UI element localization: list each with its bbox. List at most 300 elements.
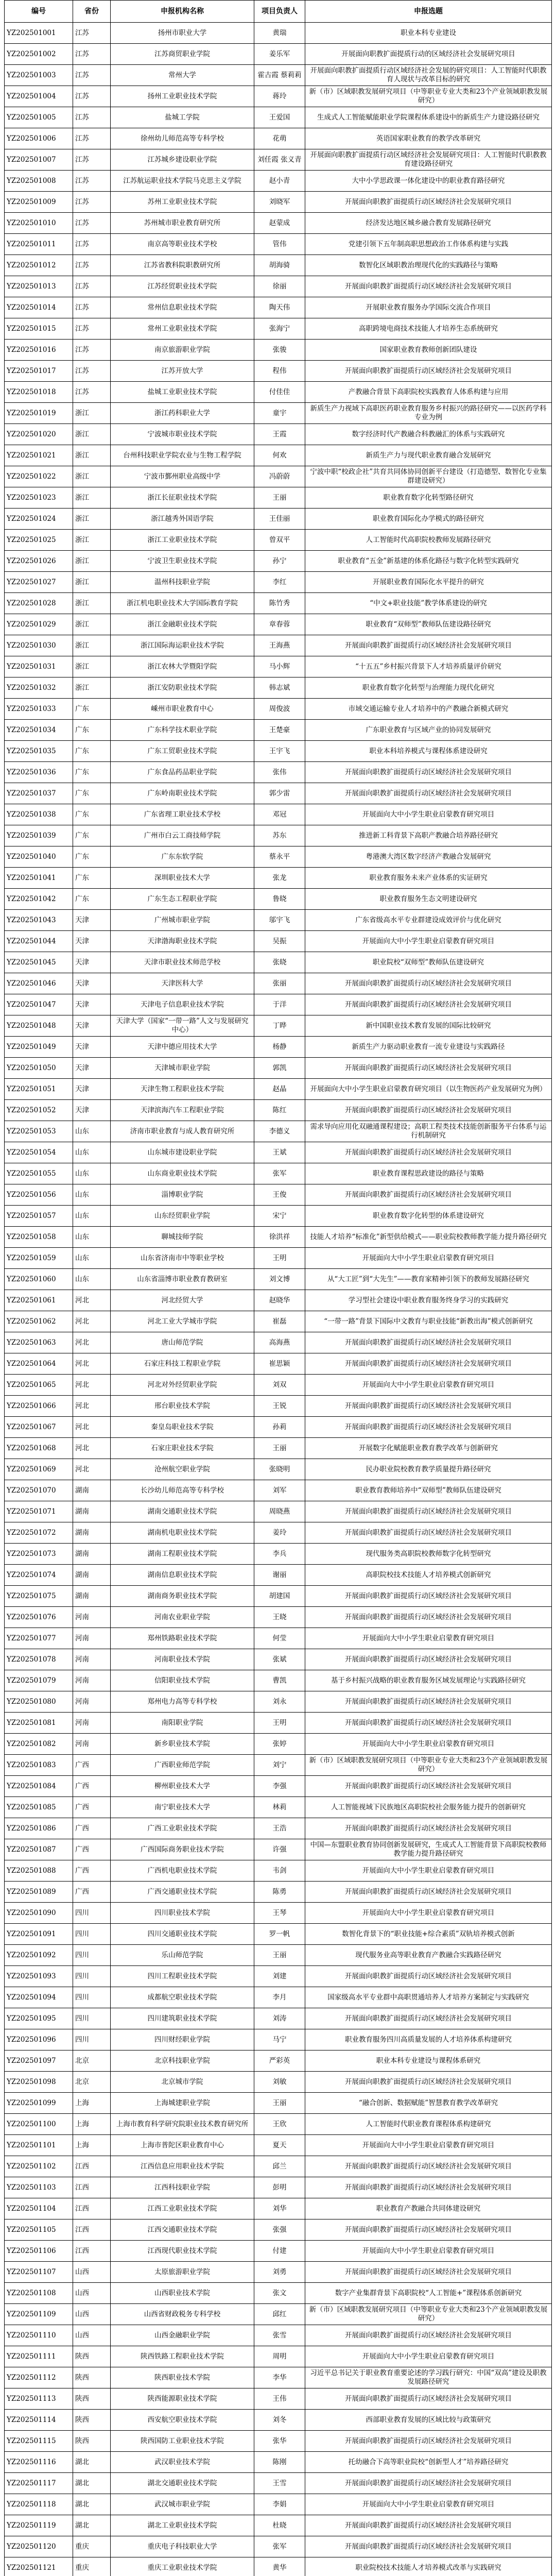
cell-code: YZ202501119 [5,2515,73,2536]
cell-organization: 江西科技职业学院 [111,2177,254,2198]
cell-topic: 开展面向职教扩面提质行动区域经济社会发展研究项目 [305,1184,552,1206]
cell-code: YZ202501057 [5,1206,73,1227]
cell-leader: 胡建国 [254,1586,305,1607]
cell-leader: 花萌 [254,128,305,149]
cell-province: 山东 [73,1269,111,1290]
cell-leader: 付建 [254,2241,305,2262]
cell-code: YZ202501040 [5,846,73,868]
cell-topic: 开展面向大中小学生职业启蒙教育研究项目 [305,2135,552,2156]
cell-code: YZ202501080 [5,1691,73,1713]
cell-organization: 北京城市学院 [111,2072,254,2093]
cell-topic: 产教融合背景下高职院校实践教育人体系构建与应用 [305,382,552,403]
cell-topic: 广东省级高水平专业群建设成效评价与优化研究 [305,910,552,931]
cell-province: 浙江 [73,593,111,614]
cell-province: 广西 [73,1882,111,1903]
cell-province: 湖北 [73,2452,111,2473]
cell-province: 浙江 [73,424,111,445]
cell-organization: 陕西国防工业职业技术学院 [111,2431,254,2452]
cell-topic: “中文+职业技能”教学体系建设的研究 [305,593,552,614]
cell-code: YZ202501096 [5,2029,73,2050]
cell-code: YZ202501121 [5,2557,73,2576]
cell-code: YZ202501060 [5,1269,73,1290]
cell-topic: 开展面向职教扩面提质行动区域经济社会发展研究项目 [305,2177,552,2198]
cell-organization: 浙江安防职业技术学院 [111,677,254,699]
cell-province: 江西 [73,2219,111,2241]
cell-topic: 职业院校技术技能人才培养模式改革与实践研究 [305,2557,552,2576]
cell-topic: 开展面向大中小学生职业启蒙教育研究项目 [305,931,552,952]
cell-organization: 江苏商贸职业学院 [111,44,254,65]
cell-province: 四川 [73,1924,111,1945]
cell-topic: 开展面向职教扩面提质行动区域经济社会发展研究项目 [305,1713,552,1734]
header-topic: 申报选题 [305,1,552,23]
cell-province: 河北 [73,1332,111,1353]
cell-topic: 新（市）区域职教发展研究项目（中等职业专业大类和23个产业领域职教发展研究） [305,2304,552,2325]
table-row [5,1206,552,1227]
cell-code: YZ202501111 [5,2346,73,2367]
table-row [5,466,552,487]
table-row [5,1480,552,1501]
cell-organization: 陕西职业技术学院 [111,2367,254,2388]
cell-organization: 天津生物工程职业技术学院 [111,1079,254,1100]
table-row [5,2494,552,2515]
cell-code: YZ202501078 [5,1649,73,1670]
table-row [5,2283,552,2304]
cell-leader: 刘涛 [254,2008,305,2029]
table-row [5,2346,552,2367]
cell-code: YZ202501061 [5,1290,73,1311]
cell-code: YZ202501033 [5,699,73,720]
cell-province: 广东 [73,868,111,889]
cell-leader: 陶天伟 [254,297,305,318]
cell-province: 湖南 [73,1565,111,1586]
cell-province: 天津 [73,1100,111,1121]
cell-leader: 韦剑 [254,1860,305,1882]
table-row [5,656,552,677]
cell-province: 江苏 [73,171,111,192]
cell-leader: 姜玲 [254,1522,305,1544]
cell-organization: 山东省济南市中等职业学校 [111,1248,254,1269]
cell-code: YZ202501028 [5,593,73,614]
cell-code: YZ202501034 [5,720,73,741]
cell-code: YZ202501099 [5,2093,73,2114]
cell-province: 广东 [73,804,111,825]
table-row [5,2114,552,2135]
table-row [5,699,552,720]
cell-leader: 周晓燕 [254,1501,305,1522]
cell-province: 江苏 [73,318,111,340]
cell-code: YZ202501120 [5,2536,73,2557]
cell-leader: 刘建 [254,1966,305,1987]
cell-leader: 刘任霞 张义青 [254,149,305,171]
cell-leader: 王俊 [254,1184,305,1206]
cell-topic: 职业本科专业建设 [305,23,552,44]
cell-organization: 广西交通职业技术学院 [111,1882,254,1903]
cell-province: 河南 [73,1734,111,1755]
cell-topic: 开展数字化赋能职业教育教学改革与创新研究 [305,1438,552,1459]
cell-organization: 南京旅游职业学院 [111,340,254,361]
cell-province: 山东 [73,1163,111,1184]
cell-leader: 曾双平 [254,530,305,551]
cell-province: 天津 [73,973,111,994]
cell-topic: 开展面向大中小学生职业启蒙教育研究项目 [305,2494,552,2515]
table-row [5,487,552,509]
cell-leader: 何莹 [254,1628,305,1649]
cell-topic: 开展面向职教扩面提质行动区域经济社会发展研究项目 [305,2431,552,2452]
cell-leader: 李娟 [254,2494,305,2515]
cell-organization: 常州信息职业技术学院 [111,297,254,318]
cell-organization: 湖北工业职业技术学院 [111,2515,254,2536]
cell-province: 湖南 [73,1501,111,1522]
cell-code: YZ202501014 [5,297,73,318]
cell-code: YZ202501092 [5,1945,73,1966]
cell-topic: 开展面向职教扩面提质行动区域经济社会发展研究项目 [305,1818,552,1839]
cell-province: 河北 [73,1438,111,1459]
cell-code: YZ202501097 [5,2050,73,2072]
cell-organization: 广东省理工职业技术学校 [111,804,254,825]
cell-leader: 黄瑞 [254,23,305,44]
cell-leader: 高海燕 [254,1332,305,1353]
cell-topic: 新中国职业技术教育发展的国际比较研究 [305,1015,552,1037]
cell-organization: 河北工业大学城市学院 [111,1311,254,1332]
cell-leader: 郭少雷 [254,783,305,804]
cell-topic: 数字产业集群背景下高职院校“人工智能+”课程体系创新研究 [305,2283,552,2304]
cell-topic: 开展面向职教扩面提质行动区域经济社会发展研究项目 [305,2473,552,2494]
table-row [5,107,552,128]
cell-topic: 生成式人工智能赋能职业学院课程体系建设中的新质生产力建设路径研究 [305,107,552,128]
cell-province: 广东 [73,889,111,910]
cell-code: YZ202501070 [5,1480,73,1501]
cell-code: YZ202501053 [5,1121,73,1142]
cell-code: YZ202501008 [5,171,73,192]
cell-organization: 江西交通职业技术学院 [111,2219,254,2241]
cell-code: YZ202501038 [5,804,73,825]
table-row [5,1142,552,1163]
cell-organization: 天津大学（国家“一带一路”人文与发展研究中心） [111,1015,254,1037]
cell-organization: 上海市教育科学研究院职业技术教育研究所 [111,2114,254,2135]
cell-topic: 现代服务类高职院校教师数字化转型研究 [305,1544,552,1565]
table-row [5,910,552,931]
cell-province: 四川 [73,2008,111,2029]
cell-topic: 新（市）区域职教发展研究项目（中等职业专业大类和23个产业领域职教发展研究） [305,1755,552,1776]
table-row [5,1227,552,1248]
cell-organization: 广西机电职业技术学院 [111,1860,254,1882]
cell-leader: 陈勇 [254,1882,305,1903]
cell-organization: 江西信息应用职业技术学院 [111,2156,254,2177]
table-row [5,445,552,466]
table-row [5,2536,552,2557]
cell-code: YZ202501013 [5,276,73,297]
table-body [5,23,552,2576]
table-row [5,2008,552,2029]
cell-organization: 四川财经职业学院 [111,2029,254,2050]
cell-topic: 开展面向职教扩面提质行动区域经济社会发展研究项目 [305,1100,552,1121]
cell-code: YZ202501075 [5,1586,73,1607]
cell-province: 天津 [73,1015,111,1037]
table-row [5,276,552,297]
cell-organization: 常州大学 [111,65,254,86]
cell-organization: 浙江工业职业技术学院 [111,530,254,551]
cell-organization: 盐城工学院 [111,107,254,128]
cell-province: 北京 [73,2050,111,2072]
cell-organization: 长沙幼儿师范高等专科学校 [111,1480,254,1501]
table-row [5,1691,552,1713]
cell-province: 江苏 [73,128,111,149]
cell-organization: 广东科学技术职业学院 [111,720,254,741]
cell-code: YZ202501082 [5,1734,73,1755]
table-row [5,677,552,699]
cell-province: 上海 [73,2114,111,2135]
cell-province: 陕西 [73,2431,111,2452]
table-row [5,2304,552,2325]
cell-code: YZ202501024 [5,509,73,530]
cell-province: 山东 [73,1248,111,1269]
cell-code: YZ202501095 [5,2008,73,2029]
cell-topic: 开展面向职教扩面提质行动区域经济社会发展研究项目 [305,1058,552,1079]
cell-topic: 开展面向大中小学生职业启蒙教育研究项目 [305,1375,552,1396]
cell-province: 江苏 [73,107,111,128]
cell-topic: 开展面向职教扩面提质行动区域经济社会发展研究项目 [305,1522,552,1544]
cell-province: 山西 [73,2325,111,2346]
cell-province: 山西 [73,2283,111,2304]
cell-province: 湖南 [73,1522,111,1544]
cell-code: YZ202501022 [5,466,73,487]
table-row [5,1522,552,1544]
cell-province: 江苏 [73,382,111,403]
header-code: 编号 [5,1,73,23]
cell-code: YZ202501030 [5,635,73,656]
table-header-row [5,1,552,23]
cell-code: YZ202501001 [5,23,73,44]
cell-topic: 从“大工匠”到“大先生”——教育家精神引领下的教师发展路径研究 [305,1269,552,1290]
cell-topic: 开展面向职教扩面提质行动区域经济社会发展研究项目 [305,1586,552,1607]
cell-organization: 湖南工程职业技术学院 [111,1544,254,1565]
cell-province: 湖南 [73,1480,111,1501]
cell-code: YZ202501062 [5,1311,73,1332]
table-row [5,2473,552,2494]
cell-province: 四川 [73,1966,111,1987]
table-row [5,804,552,825]
cell-leader: 周俊波 [254,699,305,720]
cell-leader: 苏东 [254,825,305,846]
table-row [5,192,552,213]
cell-leader: 刘文博 [254,1269,305,1290]
cell-province: 河南 [73,1713,111,1734]
cell-province: 广东 [73,720,111,741]
cell-code: YZ202501066 [5,1396,73,1417]
cell-organization: 江苏开放大学 [111,361,254,382]
cell-organization: 成都航空职业技术学院 [111,1987,254,2008]
cell-organization: 山东城市建设职业学院 [111,1142,254,1163]
cell-leader: 李强 [254,1776,305,1797]
cell-code: YZ202501093 [5,1966,73,1987]
cell-organization: 聊城技师学院 [111,1227,254,1248]
cell-leader: 刘冬 [254,2410,305,2431]
cell-code: YZ202501063 [5,1332,73,1353]
cell-organization: 四川交通职业技术学院 [111,1924,254,1945]
cell-topic: 新质生产力驱动职业教育一流专业建设与实践路径 [305,1037,552,1058]
table-row [5,509,552,530]
table-row [5,762,552,783]
table-row [5,994,552,1015]
cell-leader: 崔思颖 [254,1353,305,1375]
table-row [5,2050,552,2072]
cell-province: 湖北 [73,2494,111,2515]
cell-organization: 嵊州市职业教育中心 [111,699,254,720]
cell-code: YZ202501110 [5,2325,73,2346]
table-row [5,65,552,86]
table-row [5,213,552,234]
table-row [5,572,552,593]
cell-organization: 浙江长征职业技术学院 [111,487,254,509]
cell-province: 江苏 [73,297,111,318]
cell-organization: 太原旅游职业学院 [111,2262,254,2283]
cell-organization: 济南市职业教育与成人教育研究所 [111,1121,254,1142]
cell-province: 重庆 [73,2536,111,2557]
cell-code: YZ202501094 [5,1987,73,2008]
cell-organization: 苏州工业职业技术学院 [111,192,254,213]
cell-code: YZ202501023 [5,487,73,509]
cell-organization: 西安航空职业技术学院 [111,2410,254,2431]
table-row [5,1713,552,1734]
cell-leader: 胡海骑 [254,255,305,276]
cell-leader: 李德义 [254,1121,305,1142]
cell-topic: 开展面向职教扩面提质行动区域经济社会发展研究项目 [305,635,552,656]
table-row [5,2367,552,2388]
cell-code: YZ202501071 [5,1501,73,1522]
cell-topic: 民办职业院校教育教学质量提升路径研究 [305,1459,552,1480]
cell-code: YZ202501064 [5,1353,73,1375]
cell-leader: 崔磊 [254,1311,305,1332]
cell-organization: 南京高等职业技术学校 [111,234,254,255]
cell-code: YZ202501107 [5,2262,73,2283]
cell-topic: 开展面向大中小学生职业启蒙教育研究项目 [305,1628,552,1649]
cell-topic: 高职院校技术技能人才培养模式创新研究 [305,1565,552,1586]
table-row [5,551,552,572]
cell-province: 北京 [73,2072,111,2093]
cell-province: 浙江 [73,656,111,677]
cell-topic: 宁波中职“校政企社”共育共同体协同创新平台建设（打造德型、数智化专业集群建设研究） [305,466,552,487]
table-row [5,2093,552,2114]
cell-province: 天津 [73,910,111,931]
cell-leader: 王欣 [254,2114,305,2135]
cell-leader: 孙莉 [254,1417,305,1438]
cell-code: YZ202501037 [5,783,73,804]
cell-topic: 托幼融合下高等职业院校“创新型人才”培养路径研究 [305,2452,552,2473]
cell-organization: 广西职业师范学院 [111,1755,254,1776]
cell-topic: 市域交通运输专业人才培养中的产教融合新模式研究 [305,699,552,720]
cell-leader: 张丽 [254,973,305,994]
cell-code: YZ202501076 [5,1607,73,1628]
table-row [5,1311,552,1332]
cell-province: 河北 [73,1311,111,1332]
cell-organization: 广州城市职业学院 [111,910,254,931]
cell-organization: 广东生态工程职业学院 [111,889,254,910]
table-row [5,1375,552,1396]
table-row [5,720,552,741]
cell-leader: 刘华 [254,2198,305,2219]
cell-topic: 现代服务业高等职业教育产教融合实践路径研究 [305,1945,552,1966]
cell-code: YZ202501112 [5,2367,73,2388]
cell-organization: 河南职业技术学院 [111,1649,254,1670]
cell-leader: 王爱国 [254,107,305,128]
cell-leader: 刘宁 [254,1755,305,1776]
cell-topic: 新质生产力视域下高职医药职业教育服务乡村振兴的路径研究——以医药学科专业为例 [305,403,552,424]
table-row [5,2198,552,2219]
cell-topic: 开展面向职教扩面提质行动区域经济社会发展研究项目：人工智能时代职教教育建设路径研究 [305,149,552,171]
cell-leader: 王锐 [254,1396,305,1417]
cell-organization: 湖南交通职业技术学院 [111,1501,254,1522]
cell-province: 江西 [73,2177,111,2198]
cell-organization: 扬州市职业大学 [111,23,254,44]
cell-province: 河北 [73,1396,111,1417]
cell-topic: 大中小学思政课一体化建设中的职业教育路径研究 [305,171,552,192]
cell-code: YZ202501105 [5,2219,73,2241]
cell-code: YZ202501029 [5,614,73,635]
cell-leader: 徐洪祥 [254,1227,305,1248]
cell-leader: 王明 [254,1248,305,1269]
table-row [5,297,552,318]
cell-province: 广西 [73,1776,111,1797]
cell-leader: 李兵 [254,1544,305,1565]
cell-province: 陕西 [73,2410,111,2431]
cell-topic: 推进新工科背景下高职产教融合培养路径研究 [305,825,552,846]
cell-topic: 学习型社会建设中职业教育服务终身学习的实践研究 [305,1290,552,1311]
cell-province: 陕西 [73,2367,111,2388]
cell-leader: 周明 [254,2346,305,2367]
table-row [5,741,552,762]
cell-topic: 开展面向职教扩面提质行动区域经济社会发展研究项目 [305,762,552,783]
cell-topic: 人工智能时代职业教育课程体系构建研究 [305,2114,552,2135]
cell-organization: 湖南信息职业技术学院 [111,1565,254,1586]
table-row [5,635,552,656]
cell-province: 天津 [73,931,111,952]
cell-province: 四川 [73,2029,111,2050]
cell-topic: 开展面向职教扩面提质行动区域经济社会发展研究项目 [305,1607,552,1628]
cell-organization: 邢台职业技术学院 [111,1396,254,1417]
cell-province: 广东 [73,741,111,762]
cell-province: 四川 [73,1987,111,2008]
cell-topic: 国家职业教育教师创新团队建设 [305,340,552,361]
cell-code: YZ202501025 [5,530,73,551]
cell-province: 浙江 [73,487,111,509]
cell-organization: 南宁职业技术大学 [111,1797,254,1818]
table-row [5,1121,552,1142]
cell-province: 江苏 [73,192,111,213]
cell-code: YZ202501106 [5,2241,73,2262]
cell-leader: 张海宁 [254,318,305,340]
cell-organization: 陕西铁路工程职业技术学院 [111,2346,254,2367]
cell-province: 浙江 [73,466,111,487]
table-row [5,361,552,382]
cell-code: YZ202501015 [5,318,73,340]
cell-topic: 开展面向大中小学生职业启蒙教育研究项目 [305,1903,552,1924]
cell-leader: 黄华 [254,2557,305,2576]
cell-leader: 李月 [254,1987,305,2008]
cell-topic: 开展面向职教扩面提质行动区域经济社会发展研究项目 [305,276,552,297]
cell-code: YZ202501052 [5,1100,73,1121]
cell-topic: 职业教育数字化转型路径研究 [305,487,552,509]
cell-leader: 刘军 [254,1480,305,1501]
cell-code: YZ202501016 [5,340,73,361]
cell-province: 浙江 [73,403,111,424]
table-row [5,1903,552,1924]
cell-province: 河南 [73,1691,111,1713]
cell-province: 广西 [73,1818,111,1839]
cell-code: YZ202501081 [5,1713,73,1734]
cell-topic: 人工智能视域下民族地区高职院校社会服务能力提升的创新研究 [305,1797,552,1818]
cell-leader: 张军 [254,1163,305,1184]
cell-code: YZ202501039 [5,825,73,846]
